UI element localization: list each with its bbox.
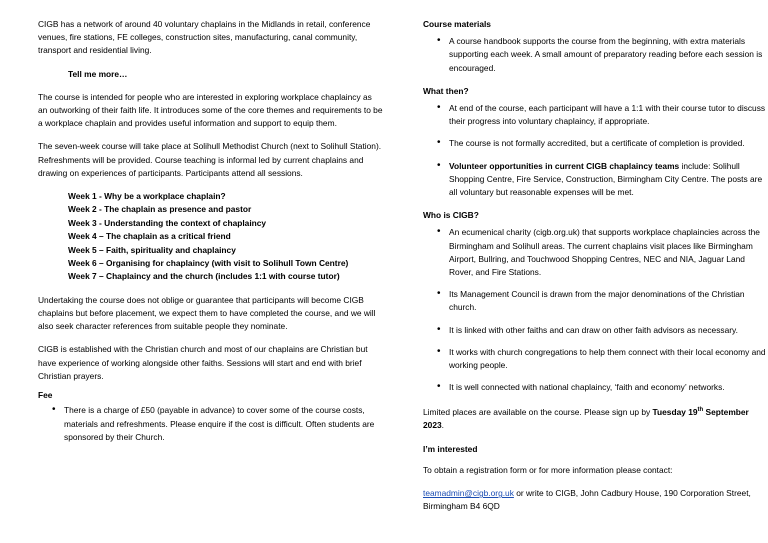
week-item: Week 4 – The chaplain as a critical friend (68, 231, 231, 242)
fee-bullet-list (38, 404, 383, 444)
list-item: • At end of the course, each participant will have a 1:1 with their course tutor to discuss their progress into voluntary chaplaincy, if appropriate. (449, 102, 768, 128)
what-then-list (423, 102, 768, 199)
list-item: • Its Management Council is drawn from the major denominations of the Christian church. (449, 288, 768, 314)
list-item: • It is well connected with national chaplaincy, ‘faith and economy’ networks. (449, 381, 768, 394)
intro-paragraph: CIGB has a network of around 40 voluntary chaplains in the Midlands in retail, conference venues, fire stations, FE colleges, construction sites, manufacturing, canal community, transport and residential living. (38, 19, 371, 56)
week-item: Week 7 – Chaplaincy and the church (includes 1:1 with course tutor) (68, 271, 340, 282)
postal-address: or write to CIGB, John Cadbury House, 190 Corporation Street, Birmingham B4 6QD (423, 488, 751, 512)
who-is-cigb-list (423, 226, 768, 394)
volunteer-bold-text: Volunteer opportunities in current CIGB chaplaincy teams (449, 160, 680, 171)
week-list (68, 190, 383, 284)
email-link[interactable]: teamadmin@cigb.org.uk (423, 488, 514, 499)
signup-date-bold-2: September 2023 (423, 407, 749, 431)
week-item: Week 1 - Why be a workplace chaplain? (68, 191, 226, 202)
tell-me-more-heading: Tell me more… (68, 68, 128, 79)
who-is-cigb-heading: Who is CIGB? (423, 210, 479, 221)
right-column (409, 18, 768, 533)
what-then-heading: What then? (423, 85, 469, 96)
limited-places-post: . (441, 420, 444, 431)
fee-heading: Fee (38, 390, 53, 401)
signup-date-ordinal: th (697, 407, 704, 414)
limited-places-pre: Limited places are available on the course. Please sign up by (423, 407, 653, 418)
list-item-volunteer (449, 160, 768, 200)
list-item: • A course handbook supports the course from the beginning, with extra materials supporting each week. A small amount of preparatory reading before each session is encouraged. (449, 35, 768, 75)
week-item: Week 2 - The chaplain as presence and pastor (68, 204, 252, 215)
list-item: • It is linked with other faiths and can draw on other faith advisors as necessary. (449, 324, 768, 337)
list-item: • It works with church congregations to help them connect with their local economy and working people. (449, 346, 768, 372)
week-item: Week 5 – Faith, spirituality and chaplaincy (68, 244, 236, 255)
week-item: Week 3 - Understanding the context of chaplaincy (68, 217, 267, 228)
contact-details (423, 487, 768, 513)
week-item: Week 6 – Organising for chaplaincy (with visit to Solihull Town Centre) (68, 258, 349, 269)
left-column (30, 18, 383, 533)
volunteer-rest-text: include: Solihull Shopping Centre, Fire Service, Construction, Birmingham City Centre. The posts are all voluntary but reasonable expenses will be met. (449, 160, 763, 198)
logistics-paragraph: The seven-week course will take place at Solihull Methodist Church (next to Solihull Station). Refreshments will be provided. Course teaching is informal led by current chaplains and drawing on experiences of participants. Participants attend all sessions. (38, 141, 382, 178)
list-item: • The course is not formally accredited, but a certificate of completion is provided. (449, 137, 768, 150)
list-item: • An ecumenical charity (cigb.org.uk) that supports workplace chaplaincies across the Birmingham and Solihull areas. The current chaplains visit places like Birmingham Airport, Bullring, and Touchwood Shopping Centres, NEC and NIA, Jaguar Land Rover, and Fire Stations. (449, 226, 768, 279)
limited-places-paragraph (423, 404, 768, 432)
course-materials-list (423, 35, 768, 75)
course-purpose-paragraph: The course is intended for people who are interested in exploring workplace chaplaincy as an outworking of their faith life. It introduces some of the core themes and requirements to be a workplace chaplain and provides useful information and support to equip them. (38, 91, 383, 129)
no-obligation-paragraph: Undertaking the course does not oblige or guarantee that participants will become CIGB chaplains but before placement, we expect them to have completed the course, and we will also seek character references from suitable people they nominate. (38, 294, 376, 332)
christian-basis-paragraph: CIGB is established with the Christian church and most of our chaplains are Christian but have experience of working alongside other faiths. Sessions will start and end with brief Christian prayers. (38, 344, 368, 381)
signup-date-bold: Tuesday 19 (652, 407, 698, 418)
list-item: • There is a charge of £50 (payable in advance) to cover some of the course costs, materials and refreshments. Please enquire if the cost is difficult. Often students are sponsored by their Church. (64, 404, 383, 444)
course-materials-heading: Course materials (423, 19, 491, 29)
im-interested-heading: I’m interested (423, 443, 478, 454)
contact-line: To obtain a registration form or for more information please contact: (423, 464, 673, 475)
